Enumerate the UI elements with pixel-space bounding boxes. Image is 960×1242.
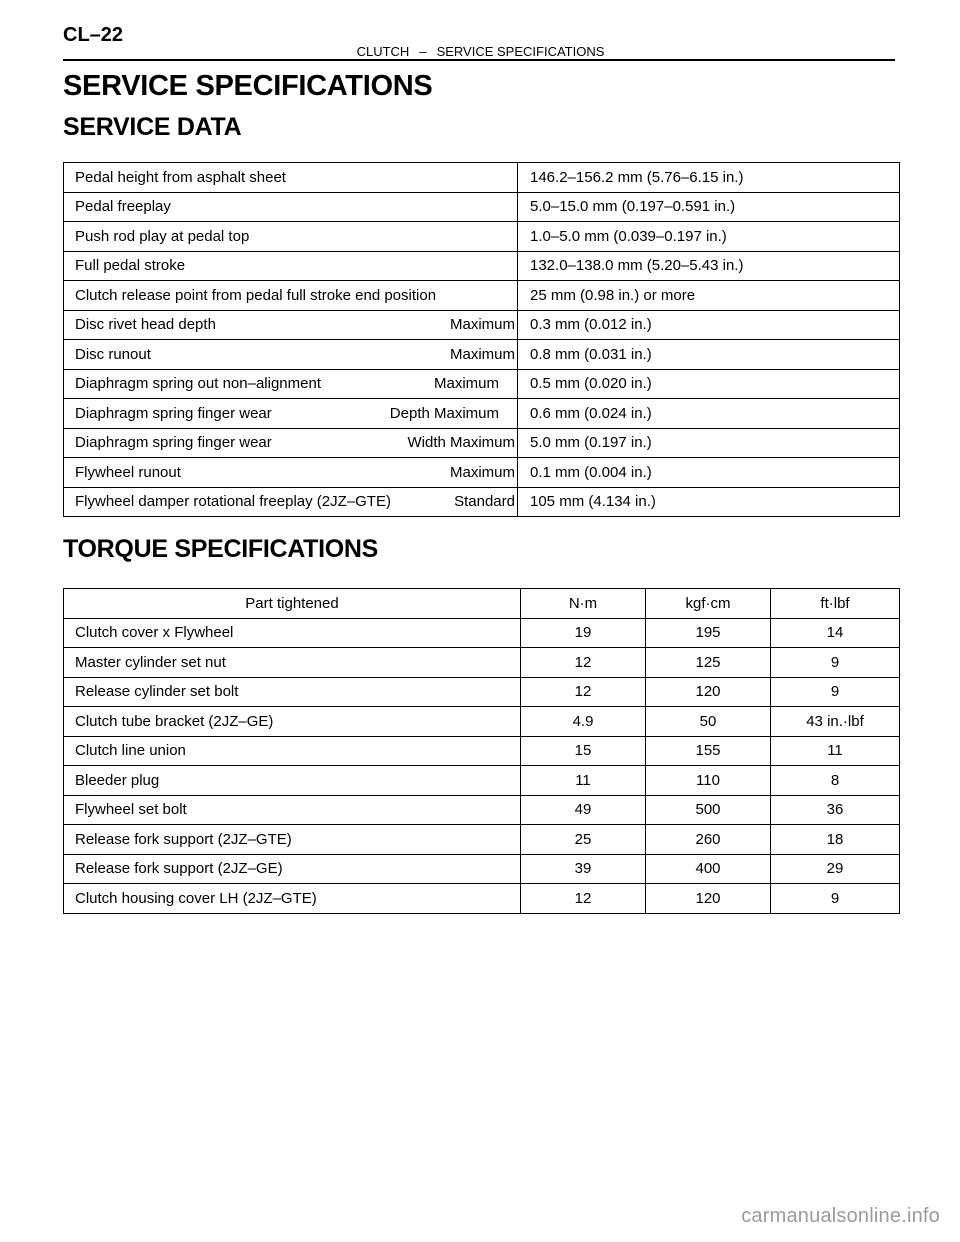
value-cell: 146.2–156.2 mm (5.76–6.15 in.) — [518, 163, 900, 193]
table-row — [64, 428, 900, 458]
ftlbf-cell: 29 — [771, 854, 900, 884]
table-row — [64, 340, 900, 370]
table-row — [64, 458, 900, 488]
part-cell: Release cylinder set bolt — [64, 677, 521, 707]
value-cell: 132.0–138.0 mm (5.20–5.43 in.) — [518, 251, 900, 281]
item-cell — [64, 222, 518, 252]
item-label: Full pedal stroke — [75, 257, 186, 275]
table-row — [64, 884, 900, 914]
value-cell: 0.3 mm (0.012 in.) — [518, 310, 900, 340]
item-cell — [64, 369, 518, 399]
item-cell — [64, 163, 518, 193]
table-row — [64, 369, 900, 399]
ftlbf-cell: 36 — [771, 795, 900, 825]
value-cell: 0.8 mm (0.031 in.) — [518, 340, 900, 370]
item-qualifier: Maximum — [449, 316, 515, 334]
kgfcm-cell: 110 — [646, 766, 771, 796]
table-row — [64, 766, 900, 796]
kgfcm-cell: 120 — [646, 677, 771, 707]
ftlbf-cell: 9 — [771, 884, 900, 914]
value-cell: 1.0–5.0 mm (0.039–0.197 in.) — [518, 222, 900, 252]
item-cell — [64, 310, 518, 340]
item-label: Flywheel damper rotational freeplay (2JZ–GTE) — [75, 493, 391, 511]
value-cell: 0.5 mm (0.020 in.) — [518, 369, 900, 399]
item-cell — [64, 251, 518, 281]
service-data-table — [63, 162, 900, 517]
item-cell — [64, 487, 518, 517]
nm-cell: 4.9 — [521, 707, 646, 737]
item-cell — [64, 340, 518, 370]
item-qualifier: Width Maximum — [407, 434, 515, 452]
table-row — [64, 310, 900, 340]
torque-specifications-heading: TORQUE SPECIFICATIONS — [63, 535, 379, 563]
item-label: Diaphragm spring finger wear — [75, 404, 272, 422]
kgfcm-cell: 400 — [646, 854, 771, 884]
part-cell: Clutch cover x Flywheel — [64, 618, 521, 648]
column-header: kgf·cm — [646, 589, 771, 619]
item-label: Disc rivet head depth — [75, 316, 216, 334]
table-header-row — [64, 589, 900, 619]
table-row — [64, 222, 900, 252]
table-row — [64, 854, 900, 884]
item-qualifier: Maximum — [433, 375, 499, 393]
ftlbf-cell: 43 in.·lbf — [771, 707, 900, 737]
header-rule — [63, 59, 895, 61]
value-cell: 0.1 mm (0.004 in.) — [518, 458, 900, 488]
part-cell: Flywheel set bolt — [64, 795, 521, 825]
item-qualifier: Maximum — [449, 345, 515, 363]
part-cell: Master cylinder set nut — [64, 648, 521, 678]
watermark: carmanualsonline.info — [741, 1205, 940, 1227]
kgfcm-cell: 155 — [646, 736, 771, 766]
value-cell: 0.6 mm (0.024 in.) — [518, 399, 900, 429]
kgfcm-cell: 260 — [646, 825, 771, 855]
item-cell — [64, 192, 518, 222]
header-subsection: SERVICE SPECIFICATIONS — [436, 44, 605, 59]
nm-cell: 39 — [521, 854, 646, 884]
item-label: Pedal height from asphalt sheet — [75, 168, 286, 186]
column-header: N·m — [521, 589, 646, 619]
ftlbf-cell: 14 — [771, 618, 900, 648]
item-label: Pedal freeplay — [75, 198, 171, 216]
ftlbf-cell: 9 — [771, 677, 900, 707]
table-row — [64, 707, 900, 737]
item-label: Flywheel runout — [75, 463, 181, 481]
item-label: Diaphragm spring out non–alignment — [75, 375, 321, 393]
table-row — [64, 677, 900, 707]
item-qualifier: Depth Maximum — [389, 404, 499, 422]
part-cell: Release fork support (2JZ–GE) — [64, 854, 521, 884]
nm-cell: 12 — [521, 677, 646, 707]
header-separator: – — [419, 44, 427, 59]
value-cell: 5.0–15.0 mm (0.197–0.591 in.) — [518, 192, 900, 222]
page-code: CL–22 — [63, 24, 124, 46]
table-row — [64, 618, 900, 648]
part-cell: Bleeder plug — [64, 766, 521, 796]
service-data-heading: SERVICE DATA — [63, 113, 242, 141]
ftlbf-cell: 9 — [771, 648, 900, 678]
nm-cell: 11 — [521, 766, 646, 796]
nm-cell: 12 — [521, 884, 646, 914]
table-row — [64, 251, 900, 281]
table-row — [64, 825, 900, 855]
part-cell: Clutch tube bracket (2JZ–GE) — [64, 707, 521, 737]
nm-cell: 15 — [521, 736, 646, 766]
kgfcm-cell: 120 — [646, 884, 771, 914]
item-qualifier: Standard — [454, 493, 515, 511]
table-row — [64, 192, 900, 222]
kgfcm-cell: 50 — [646, 707, 771, 737]
part-cell: Clutch line union — [64, 736, 521, 766]
nm-cell: 19 — [521, 618, 646, 648]
ftlbf-cell: 11 — [771, 736, 900, 766]
kgfcm-cell: 500 — [646, 795, 771, 825]
table-row — [64, 281, 900, 311]
item-cell — [64, 399, 518, 429]
table-row — [64, 399, 900, 429]
table-row — [64, 163, 900, 193]
item-label: Push rod play at pedal top — [75, 227, 250, 245]
item-cell — [64, 281, 518, 311]
item-qualifier: Maximum — [449, 463, 515, 481]
torque-specifications-table — [63, 588, 900, 914]
item-cell — [64, 458, 518, 488]
value-cell: 105 mm (4.134 in.) — [518, 487, 900, 517]
item-cell — [64, 428, 518, 458]
column-header: Part tightened — [64, 589, 521, 619]
ftlbf-cell: 18 — [771, 825, 900, 855]
table-row — [64, 795, 900, 825]
item-label: Disc runout — [75, 345, 151, 363]
value-cell: 25 mm (0.98 in.) or more — [518, 281, 900, 311]
kgfcm-cell: 195 — [646, 618, 771, 648]
item-label: Clutch release point from pedal full stroke end position — [75, 286, 437, 304]
nm-cell: 49 — [521, 795, 646, 825]
ftlbf-cell: 8 — [771, 766, 900, 796]
value-cell: 5.0 mm (0.197 in.) — [518, 428, 900, 458]
part-cell: Release fork support (2JZ–GTE) — [64, 825, 521, 855]
nm-cell: 25 — [521, 825, 646, 855]
kgfcm-cell: 125 — [646, 648, 771, 678]
column-header: ft·lbf — [771, 589, 900, 619]
item-label: Diaphragm spring finger wear — [75, 434, 272, 452]
page-title: SERVICE SPECIFICATIONS — [63, 70, 433, 102]
part-cell: Clutch housing cover LH (2JZ–GTE) — [64, 884, 521, 914]
table-row — [64, 648, 900, 678]
nm-cell: 12 — [521, 648, 646, 678]
table-row — [64, 736, 900, 766]
header-section: CLUTCH — [356, 44, 410, 59]
table-row — [64, 487, 900, 517]
running-header — [63, 44, 898, 59]
